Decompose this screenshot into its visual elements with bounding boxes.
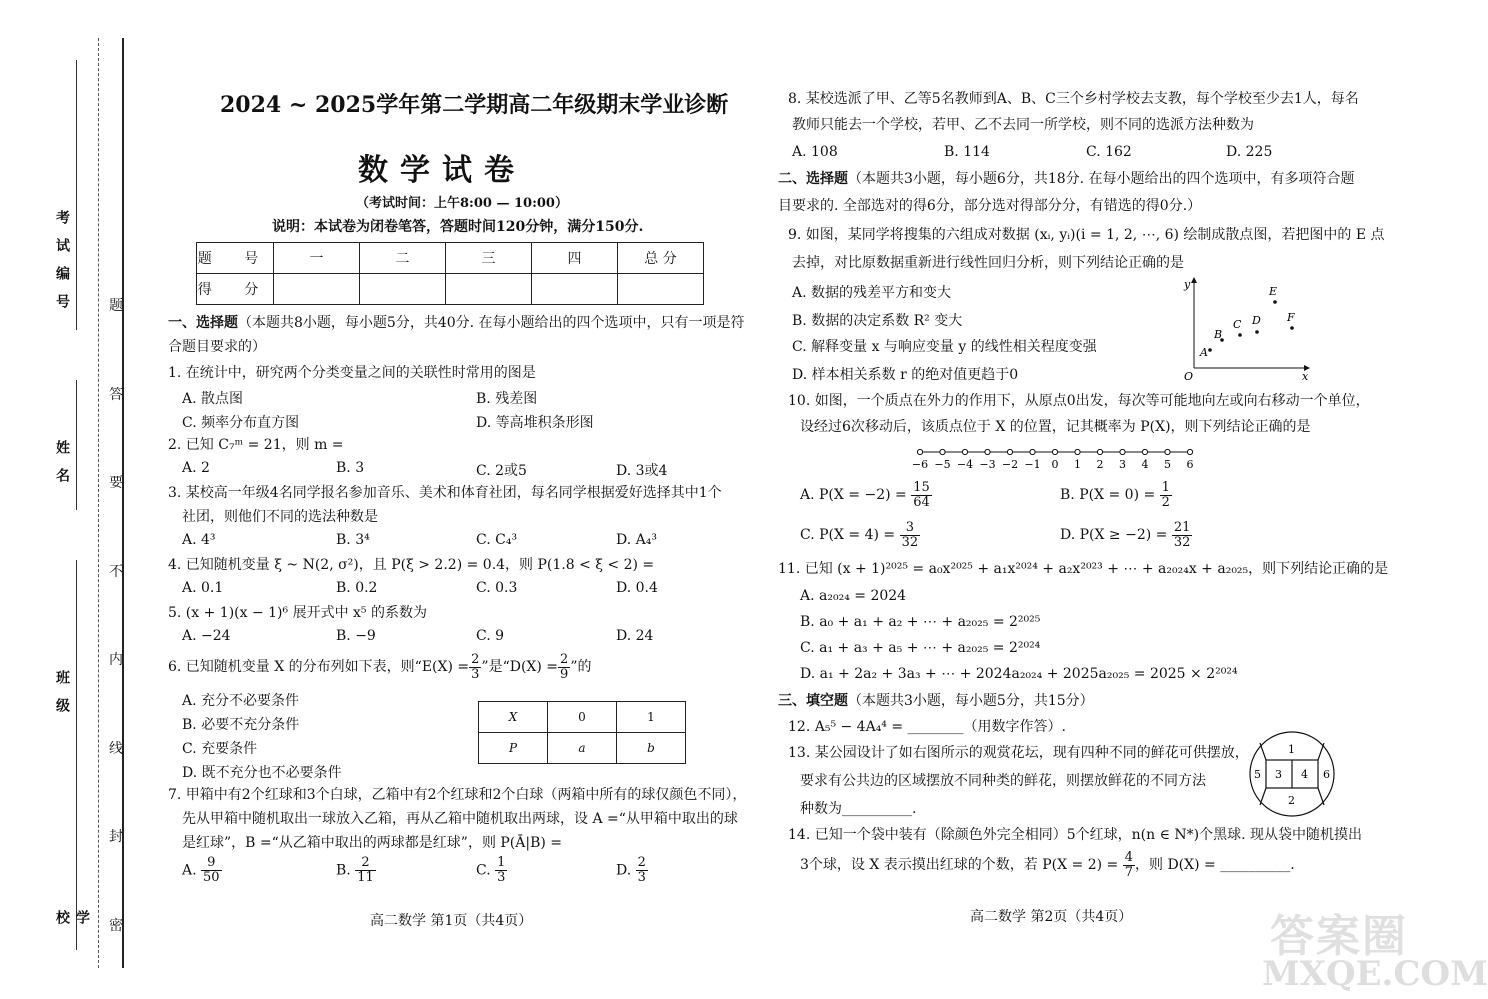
q10-option-c[interactable] bbox=[800, 520, 920, 550]
number-line-point bbox=[1187, 449, 1192, 454]
point-d bbox=[1255, 330, 1259, 334]
point-label: B bbox=[1214, 328, 1223, 341]
q14-stem-part: 3个球，设 X 表示摸出红球的个数，若 P(X = 2) = bbox=[800, 857, 1119, 873]
frac bbox=[1172, 521, 1193, 550]
q4-option-d[interactable]: D. 0.4 bbox=[616, 580, 658, 596]
score-table bbox=[196, 242, 704, 305]
frac bbox=[201, 856, 222, 885]
class-label: 班级 bbox=[54, 670, 70, 726]
score-header-cell: 三 bbox=[446, 243, 532, 274]
number-line-tick-label: −4 bbox=[956, 458, 974, 471]
q5-option-b[interactable]: B. −9 bbox=[336, 628, 376, 644]
frac-num: 4 bbox=[1124, 849, 1133, 865]
point-label: C bbox=[1233, 318, 1242, 331]
frac-den: 9 bbox=[560, 666, 569, 682]
q5-option-a[interactable]: A. −24 bbox=[182, 628, 231, 644]
section2-desc: （本题共3小题，每小题6分，共18分. 在每小题给出的四个选项中，有多项符合题 bbox=[848, 171, 1355, 187]
q11-option-b[interactable]: B. a₀ + a₁ + a₂ + ⋯ + a₂₀₂₅ = 2²⁰²⁵ bbox=[800, 614, 1041, 630]
seal-char: 要 bbox=[109, 475, 123, 492]
number-line-point bbox=[985, 449, 990, 454]
seal-char: 线 bbox=[109, 740, 123, 757]
score-header-cell: 四 bbox=[532, 243, 618, 274]
frac bbox=[636, 856, 648, 885]
frac-den: 64 bbox=[913, 494, 930, 510]
number-line-point bbox=[1007, 449, 1012, 454]
class-underline bbox=[76, 560, 77, 860]
point-label: D bbox=[1252, 314, 1261, 327]
q11-option-d[interactable]: D. a₁ + 2a₂ + 3a₃ + ⋯ + 2024a₂₀₂₄ + 2025a₂₀₂₅ = 2025 × 2²⁰²⁴ bbox=[800, 666, 1238, 682]
q14-stem: 14. 已知一个袋中装有（除颜色外完全相同）5个红球，n(n ∈ N*)个黑球. 现从袋中随机摸出 bbox=[788, 827, 1362, 843]
section1-intro bbox=[168, 314, 745, 332]
point-f bbox=[1290, 326, 1294, 330]
score-header-cell: 二 bbox=[360, 243, 446, 274]
frac-num: 2 bbox=[471, 651, 480, 667]
seal-char: 不 bbox=[109, 563, 123, 580]
table-cell: b bbox=[617, 733, 686, 764]
y-axis-label: y bbox=[1184, 278, 1191, 291]
q2-option-c[interactable]: C. 2或5 bbox=[476, 463, 527, 479]
score-header-cell: 总 分 bbox=[618, 243, 704, 274]
q9-option-a[interactable]: A. 数据的残差平方和变大 bbox=[792, 285, 952, 301]
frac-den: 3 bbox=[637, 870, 646, 885]
table-row bbox=[479, 733, 686, 764]
origin-label: O bbox=[1184, 370, 1194, 383]
frac bbox=[495, 856, 507, 885]
region-label: 6 bbox=[1323, 768, 1330, 781]
frac-den: 32 bbox=[1173, 534, 1191, 550]
seal-char: 内 bbox=[109, 652, 123, 669]
q10-option-b[interactable] bbox=[1060, 480, 1172, 510]
seal-char: 题 bbox=[109, 298, 123, 314]
section3-intro bbox=[778, 692, 1094, 710]
number-line-tick-label: −1 bbox=[1024, 458, 1041, 471]
q10-option-d[interactable] bbox=[1060, 520, 1192, 550]
point-a bbox=[1208, 348, 1212, 352]
q6-stem-part: ”是“D(X) = bbox=[481, 659, 559, 675]
school-label: 学校 bbox=[54, 910, 90, 938]
name-underline bbox=[76, 380, 77, 510]
divider bbox=[1260, 743, 1266, 760]
q4-option-b[interactable]: B. 0.2 bbox=[336, 580, 378, 596]
q13-flower-bed-diagram bbox=[1248, 730, 1336, 818]
point-label: E bbox=[1269, 285, 1278, 298]
section3-desc: （本题共3小题，每小题5分，共15分） bbox=[848, 693, 1094, 709]
watermark-url: MXQE.COM bbox=[1262, 954, 1488, 994]
number-line-tick-label: −2 bbox=[1001, 458, 1019, 471]
section1-desc: （本题共8小题，每小题5分，共40分. 在每小题给出的四个选项中，只有一项是符 bbox=[238, 315, 745, 331]
score-header-cell: 一 bbox=[274, 243, 360, 274]
point-label: F bbox=[1287, 311, 1295, 324]
q1-option-c[interactable]: C. 频率分布直方图 bbox=[182, 415, 300, 431]
q14-stem-cont[interactable] bbox=[800, 850, 1295, 880]
score-table-header-row bbox=[197, 243, 704, 274]
number-line-point bbox=[1075, 449, 1080, 454]
number-line-point bbox=[1165, 449, 1170, 454]
q6-frac-ex bbox=[469, 653, 481, 682]
q3-stem-cont: 社团，则他们不同的选法种数是 bbox=[182, 509, 378, 525]
seal-char: 密 bbox=[109, 917, 123, 934]
frac-num: 1 bbox=[497, 855, 506, 870]
frac-num: 21 bbox=[1173, 519, 1191, 535]
divider bbox=[1318, 743, 1324, 760]
frac bbox=[1160, 481, 1172, 510]
q3-option-c[interactable]: C. C₄³ bbox=[476, 532, 518, 548]
q10-option-a[interactable] bbox=[800, 480, 932, 510]
seal-char: 封 bbox=[109, 829, 123, 846]
q9-stem: 9. 如图，某同学将搜集的六组成对数据 (xᵢ, yᵢ)(i = 1, 2, ⋯, 6) 绘制成散点图，若把图中的 E 点 bbox=[788, 227, 1385, 243]
binding-margin bbox=[0, 0, 130, 999]
score-table-score-row bbox=[197, 274, 704, 305]
table-cell: X bbox=[479, 702, 548, 733]
region-label: 2 bbox=[1288, 794, 1295, 807]
q6-option-b[interactable]: B. 必要不充分条件 bbox=[182, 717, 300, 733]
q4-option-c[interactable]: C. 0.3 bbox=[476, 580, 518, 596]
option-label: A. P(X = −2) = bbox=[800, 487, 907, 503]
frac-num: 2 bbox=[637, 855, 646, 870]
point-e bbox=[1273, 300, 1277, 304]
divider bbox=[1318, 788, 1324, 805]
q2-option-a[interactable]: A. 2 bbox=[182, 460, 210, 476]
number-line-tick-label: −5 bbox=[934, 458, 951, 471]
table-cell: 0 bbox=[548, 702, 617, 733]
q13-stem: 13. 某公园设计了如右图所示的观赏花坛，现有四种不同的鲜花可供摆放， bbox=[788, 745, 1249, 761]
q6-distribution-table bbox=[478, 701, 686, 764]
table-row bbox=[479, 702, 686, 733]
frac-den: 11 bbox=[357, 870, 374, 885]
page-footer-left: 高二数学 第1页（共4页） bbox=[370, 913, 533, 929]
q3-option-d[interactable]: D. A₄³ bbox=[616, 532, 657, 548]
school-field[interactable] bbox=[52, 860, 90, 950]
exam-number-field[interactable] bbox=[52, 60, 78, 330]
option-label: D. bbox=[616, 862, 632, 879]
q2-stem: 2. 已知 C₇ᵐ = 21，则 m = bbox=[168, 437, 344, 453]
watermark-logo: 答案圈 bbox=[1270, 911, 1408, 962]
frac-den: 3 bbox=[471, 666, 480, 682]
section1-heading: 一、选择题 bbox=[168, 315, 238, 331]
section2-intro bbox=[778, 170, 1355, 188]
score-input-cell[interactable] bbox=[618, 274, 704, 305]
number-line-tick-label: 4 bbox=[1141, 458, 1149, 471]
q13-blank[interactable]: 种数为__________. bbox=[800, 801, 917, 817]
frac-num: 1 bbox=[1161, 479, 1170, 495]
table-cell: a bbox=[548, 733, 617, 764]
x-axis-label: x bbox=[1302, 370, 1309, 383]
frac-num: 9 bbox=[201, 856, 222, 871]
section1-desc-cont: 合题目要求的） bbox=[168, 339, 266, 355]
q10-stem-cont: 设经过6次移动后，该质点位于 X 的位置，记其概率为 P(X)，则下列结论正确的是 bbox=[800, 419, 1311, 435]
q5-option-d[interactable]: D. 24 bbox=[616, 628, 654, 644]
q1-option-d[interactable]: D. 等高堆积条形图 bbox=[476, 415, 594, 431]
option-label: C. bbox=[476, 862, 491, 879]
number-line-tick-label: 3 bbox=[1119, 458, 1126, 471]
q9-stem-cont: 去掉，对比原数据重新进行线性回归分析，则下列结论正确的是 bbox=[792, 255, 1184, 271]
q6-option-c[interactable]: C. 充要条件 bbox=[182, 741, 258, 757]
q5-option-c[interactable]: C. 9 bbox=[476, 628, 505, 644]
number-line-point bbox=[1097, 449, 1102, 454]
frac bbox=[911, 481, 932, 510]
q1-option-b[interactable]: B. 残差图 bbox=[476, 391, 538, 407]
option-label: A. bbox=[182, 862, 197, 879]
q7-option-a[interactable] bbox=[182, 856, 222, 885]
q7-option-b[interactable] bbox=[336, 856, 376, 885]
frac-den: 3 bbox=[497, 870, 506, 885]
q11-option-c[interactable]: C. a₁ + a₃ + a₅ + ⋯ + a₂₀₂₅ = 2²⁰²⁴ bbox=[800, 640, 1041, 656]
frac bbox=[900, 521, 921, 550]
q7-stem-cont: 是红球”，B =“从乙箱中取出的两球都是红球”，则 P(Ā|B) = bbox=[182, 835, 563, 851]
number-line-tick-label: 0 bbox=[1051, 458, 1059, 471]
q7-option-d[interactable] bbox=[616, 856, 648, 885]
option-label: B. bbox=[336, 862, 351, 879]
region-label: 4 bbox=[1301, 768, 1308, 781]
q6-stem-part: ”的 bbox=[570, 659, 592, 675]
number-line-point bbox=[1120, 449, 1125, 454]
score-header-cell: 题 号 bbox=[197, 243, 274, 274]
number-line-tick-label: 1 bbox=[1074, 458, 1081, 471]
q2-option-d[interactable]: D. 3或4 bbox=[616, 463, 668, 479]
frac-num: 15 bbox=[913, 479, 930, 495]
number-line-point bbox=[1030, 449, 1035, 454]
q6-stem bbox=[168, 652, 591, 682]
section2-heading: 二、选择题 bbox=[778, 171, 848, 187]
section2-desc-cont: 目要求的. 全部选对的得6分，部分选对得部分分，有错选的得0分.） bbox=[778, 198, 1202, 214]
page-footer-right: 高二数学 第2页（共4页） bbox=[970, 909, 1133, 925]
q13-stem-cont: 要求有公共边的区域摆放不同种类的鲜花，则摆放鲜花的不同方法 bbox=[800, 773, 1206, 789]
q9-scatter-plot bbox=[1180, 276, 1310, 383]
score-label-cell: 得 分 bbox=[197, 274, 274, 305]
number-line-point bbox=[1142, 449, 1147, 454]
q11-option-a[interactable]: A. a₂₀₂₄ = 2024 bbox=[800, 588, 907, 604]
number-line-point bbox=[962, 449, 967, 454]
q9-option-c[interactable]: C. 解释变量 x 与响应变量 y 的线性相关程度变强 bbox=[792, 339, 1097, 355]
number-line-point bbox=[940, 449, 945, 454]
q8-option-c[interactable]: C. 162 bbox=[1086, 144, 1132, 160]
exam-title: 2024 ~ 2025学年第二学期高二年级期末学业诊断 bbox=[220, 92, 729, 118]
option-label: B. P(X = 0) = bbox=[1060, 487, 1156, 503]
option-label: D. P(X ≥ −2) = bbox=[1060, 527, 1168, 543]
q5-stem: 5. (x + 1)(x − 1)⁶ 展开式中 x⁵ 的系数为 bbox=[168, 605, 427, 621]
q3-option-b[interactable]: B. 3⁴ bbox=[336, 532, 370, 548]
q10-number-line bbox=[906, 446, 1206, 472]
region-label: 5 bbox=[1254, 768, 1261, 781]
class-field[interactable] bbox=[52, 560, 78, 860]
q9-option-b[interactable]: B. 数据的决定系数 R² 变大 bbox=[792, 313, 963, 329]
table-cell: P bbox=[479, 733, 548, 764]
frac bbox=[1123, 851, 1135, 880]
q12-stem[interactable]: 12. A₅⁵ − 4A₄⁴ = ________（用数字作答）. bbox=[788, 719, 1067, 735]
number-line-tick-label: −3 bbox=[979, 458, 996, 471]
q2-option-b[interactable]: B. 3 bbox=[336, 460, 365, 476]
name-label: 姓名 bbox=[54, 440, 70, 496]
exam-number-label: 考试编号 bbox=[54, 210, 70, 322]
q7-option-c[interactable] bbox=[476, 856, 507, 885]
score-input-cell[interactable] bbox=[532, 274, 618, 305]
frac-den: 32 bbox=[901, 534, 919, 550]
q11-stem: 11. 已知 (x + 1)²⁰²⁵ = a₀x²⁰²⁵ + a₁x²⁰²⁴ + a₂x²⁰²³ + ⋯ + a₂₀₂₄x + a₂₀₂₅，则下列结论正确的是 bbox=[778, 561, 1389, 577]
section3-heading: 三、填空题 bbox=[778, 693, 848, 709]
divider bbox=[1260, 788, 1266, 805]
number-line-tick-label: 5 bbox=[1164, 458, 1171, 471]
q3-stem: 3. 某校高一年级4名同学报名参加音乐、美术和体育社团，每名同学根据爱好选择其中1个 bbox=[168, 485, 722, 501]
subject-title: 数学试卷 bbox=[358, 153, 526, 188]
seal-warning bbox=[103, 295, 129, 935]
frac-num: 2 bbox=[560, 651, 569, 667]
q6-stem-part: 6. 已知随机变量 X 的分布列如下表，则“E(X) = bbox=[168, 659, 470, 675]
frac-den: 50 bbox=[203, 870, 220, 885]
score-input-cell[interactable] bbox=[360, 274, 446, 305]
q1-option-a[interactable]: A. 散点图 bbox=[182, 391, 244, 407]
q4-stem: 4. 已知随机变量 ξ ~ N(2, σ²)，且 P(ξ > 2.2) = 0.4，则 P(1.8 < ξ < 2) = bbox=[168, 557, 655, 573]
exam-number-underline bbox=[76, 60, 77, 330]
table-cell: 1 bbox=[617, 702, 686, 733]
number-line-point bbox=[917, 449, 922, 454]
q8-stem-cont: 教师只能去一个学校，若甲、乙不去同一所学校，则不同的选派方法种数为 bbox=[792, 117, 1254, 133]
name-field[interactable] bbox=[52, 380, 78, 510]
option-label: C. P(X = 4) = bbox=[800, 527, 896, 543]
q3-option-a[interactable]: A. 4³ bbox=[182, 532, 216, 548]
frac-num: 3 bbox=[900, 521, 921, 536]
q14-stem-part: ，则 D(X) = __________. bbox=[1135, 857, 1295, 873]
region-label: 3 bbox=[1275, 768, 1282, 781]
y-axis-arrow bbox=[1191, 277, 1197, 283]
point-label: A bbox=[1200, 346, 1208, 359]
number-line-tick-label: −6 bbox=[911, 458, 929, 471]
exam-note: 说明：本试卷为闭卷笔答，答题时间120分钟，满分150分. bbox=[272, 219, 644, 235]
point-c bbox=[1238, 333, 1242, 337]
q8-option-b[interactable]: B. 114 bbox=[944, 144, 990, 160]
q8-stem: 8. 某校选派了甲、乙等5名教师到A、B、C三个乡村学校去支教，每个学校至少去1人，每名 bbox=[788, 91, 1359, 107]
q10-stem: 10. 如图，一个质点在外力的作用下，从原点0出发，每次等可能地向左或向右移动一个单位， bbox=[788, 393, 1370, 409]
score-input-cell[interactable] bbox=[446, 274, 532, 305]
exam-time: （考试时间：上午8:00 — 10:00） bbox=[356, 196, 568, 211]
q6-frac-dx bbox=[558, 653, 570, 682]
q6-option-d[interactable]: D. 既不充分也不必要条件 bbox=[182, 765, 342, 781]
number-line-tick-label: 2 bbox=[1096, 458, 1104, 471]
q9-option-d[interactable]: D. 样本相关系数 r 的绝对值更趋于0 bbox=[792, 367, 1019, 383]
q7-stem-cont: 先从甲箱中随机取出一球放入乙箱，再从乙箱中随机取出两球，设 A =“从甲箱中取出的球 bbox=[182, 811, 738, 827]
number-line-point bbox=[1052, 449, 1057, 454]
number-line-tick-label: 6 bbox=[1186, 458, 1194, 471]
region-label: 1 bbox=[1288, 743, 1295, 756]
q4-option-a[interactable]: A. 0.1 bbox=[182, 580, 224, 596]
seal-char: 答 bbox=[109, 386, 123, 403]
q6-option-a[interactable]: A. 充分不必要条件 bbox=[182, 693, 300, 709]
q1-stem: 1. 在统计中，研究两个分类变量之间的关联性时常用的图是 bbox=[168, 365, 536, 381]
q8-option-a[interactable]: A. 108 bbox=[792, 144, 838, 160]
q7-stem: 7. 甲箱中有2个红球和3个白球，乙箱中有2个红球和2个白球（两箱中所有的球仅颜色不同）， bbox=[168, 787, 747, 803]
frac-den: 7 bbox=[1124, 864, 1133, 880]
frac-num: 2 bbox=[355, 856, 376, 871]
seal-dashed-line bbox=[98, 38, 99, 968]
q8-option-d[interactable]: D. 225 bbox=[1226, 144, 1273, 160]
frac-den: 2 bbox=[1161, 494, 1170, 510]
frac bbox=[355, 856, 376, 885]
score-input-cell[interactable] bbox=[274, 274, 360, 305]
